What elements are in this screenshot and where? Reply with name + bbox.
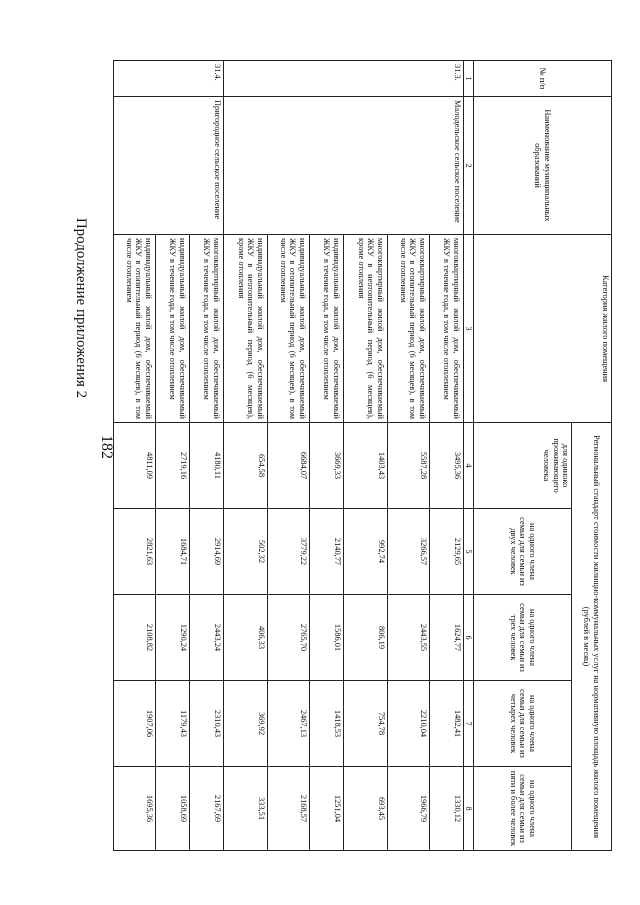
value-cell: 369,92 <box>223 681 267 767</box>
table-row <box>429 61 463 851</box>
header-category: Категория жилого помещения <box>474 235 612 423</box>
header-col8: на одного члена семьи для семьи из пяти и более человек <box>474 767 572 851</box>
value-cell: 693,45 <box>343 767 387 851</box>
appendix-title: Продолжение приложения 2 <box>73 217 89 399</box>
value-cell: 1966,79 <box>387 767 429 851</box>
category-cell: индивидуальный жилой дом, обеспечиваемый ЖКУ в отопительный период (6 месяцев), в том числе отоплением <box>113 235 155 423</box>
col-number: 4 <box>463 423 473 509</box>
value-cell: 1290,24 <box>155 595 189 681</box>
value-cell: 992,74 <box>343 509 387 595</box>
header-col4: для одиноко проживающего человека <box>474 423 572 509</box>
value-cell: 2467,13 <box>267 681 309 767</box>
category-cell: многоквартирный жилой дом, обеспечиваемый ЖКУ в течение года, в том числе отоплением <box>429 235 463 423</box>
value-cell: 2443,55 <box>387 595 429 681</box>
col-number: 2 <box>463 97 473 235</box>
value-cell: 2719,16 <box>155 423 189 509</box>
value-cell: 502,32 <box>223 509 267 595</box>
value-cell: 1695,36 <box>113 767 155 851</box>
value-cell: 333,51 <box>223 767 267 851</box>
value-cell: 4180,11 <box>189 423 223 509</box>
municipality-name: Малодельское сельское поселение <box>223 97 463 235</box>
value-cell: 1058,69 <box>155 767 189 851</box>
value-cell: 1586,01 <box>309 595 343 681</box>
value-cell: 1624,77 <box>429 595 463 681</box>
col-number: 1 <box>463 61 473 97</box>
tariff-table <box>113 60 612 851</box>
col-number: 6 <box>463 595 473 681</box>
category-cell: многоквартирный жилой дом, обеспечиваемый ЖКУ в отопительный период (6 месяцев), в том числе отоплением <box>387 235 429 423</box>
value-cell: 1251,04 <box>309 767 343 851</box>
value-cell: 2310,43 <box>189 681 223 767</box>
value-cell: 2167,69 <box>189 767 223 851</box>
value-cell: 2129,65 <box>429 509 463 595</box>
municipality-name: Пригородное сельское поселение <box>113 97 223 235</box>
value-cell: 3495,36 <box>429 423 463 509</box>
value-cell: 1482,41 <box>429 681 463 767</box>
header-col6: на одного члена семьи для семьи из трех человек <box>474 595 572 681</box>
value-cell: 1684,71 <box>155 509 189 595</box>
col-number: 7 <box>463 681 473 767</box>
value-cell: 1179,43 <box>155 681 189 767</box>
value-cell: 754,78 <box>343 681 387 767</box>
category-cell: индивидуальный жилой дом, обеспечиваемый ЖКУ в отопительный период (6 месяцев), в том числе отоплением <box>267 235 309 423</box>
category-cell: индивидуальный жилой дом, обеспечиваемый ЖКУ в неотопительный период (6 месяцев), кроме отопления <box>223 235 267 423</box>
col-number: 3 <box>463 235 473 423</box>
page-number: 182 <box>98 435 115 459</box>
value-cell: 3669,33 <box>309 423 343 509</box>
value-cell: 1907,06 <box>113 681 155 767</box>
category-cell: индивидуальный жилой дом, обеспечиваемый ЖКУ в течение года, в том числе отоплением <box>309 235 343 423</box>
value-cell: 5587,28 <box>387 423 429 509</box>
value-cell: 806,19 <box>343 595 387 681</box>
value-cell: 654,58 <box>223 423 267 509</box>
value-cell: 2140,77 <box>309 509 343 595</box>
category-cell: индивидуальный жилой дом, обеспечиваемый ЖКУ в течение года, в том числе отоплением <box>155 235 189 423</box>
header-num: № п/п <box>474 61 612 97</box>
value-cell: 406,33 <box>223 595 267 681</box>
col-number: 8 <box>463 767 473 851</box>
value-cell: 1330,12 <box>429 767 463 851</box>
value-cell: 2914,69 <box>189 509 223 595</box>
value-cell: 2108,82 <box>113 595 155 681</box>
value-cell: 2765,70 <box>267 595 309 681</box>
col-number: 5 <box>463 509 473 595</box>
header-municipality: Наименование муниципальных образований <box>474 97 612 235</box>
value-cell: 3779,22 <box>267 509 309 595</box>
header-group: Региональный стандарт стоимости жилищно-коммунальных услуг на нормативную площадь жилого помещения (рублей в месяц) <box>572 423 612 851</box>
value-cell: 6684,07 <box>267 423 309 509</box>
header-col7: на одного члена семьи для семьи из четырех человек <box>474 681 572 767</box>
value-cell: 2210,04 <box>387 681 429 767</box>
value-cell: 2443,24 <box>189 595 223 681</box>
value-cell: 4811,09 <box>113 423 155 509</box>
category-cell: многоквартирный жилой дом, обеспечиваемый ЖКУ в неотопительный период (6 месяцев), кроме отопления <box>343 235 387 423</box>
value-cell: 1403,43 <box>343 423 387 509</box>
header-col5: на одного члена семьи для семьи из двух человек <box>474 509 572 595</box>
value-cell: 2168,57 <box>267 767 309 851</box>
category-cell: многоквартирный жилой дом, обеспечиваемый ЖКУ в течение года, в том числе отоплением <box>189 235 223 423</box>
section-number: 31.3. <box>223 61 463 97</box>
value-cell: 2821,63 <box>113 509 155 595</box>
table-row <box>189 61 223 851</box>
value-cell: 3266,57 <box>387 509 429 595</box>
value-cell: 1418,53 <box>309 681 343 767</box>
section-number: 31.4. <box>113 61 223 97</box>
rotated-table-container <box>125 60 612 850</box>
